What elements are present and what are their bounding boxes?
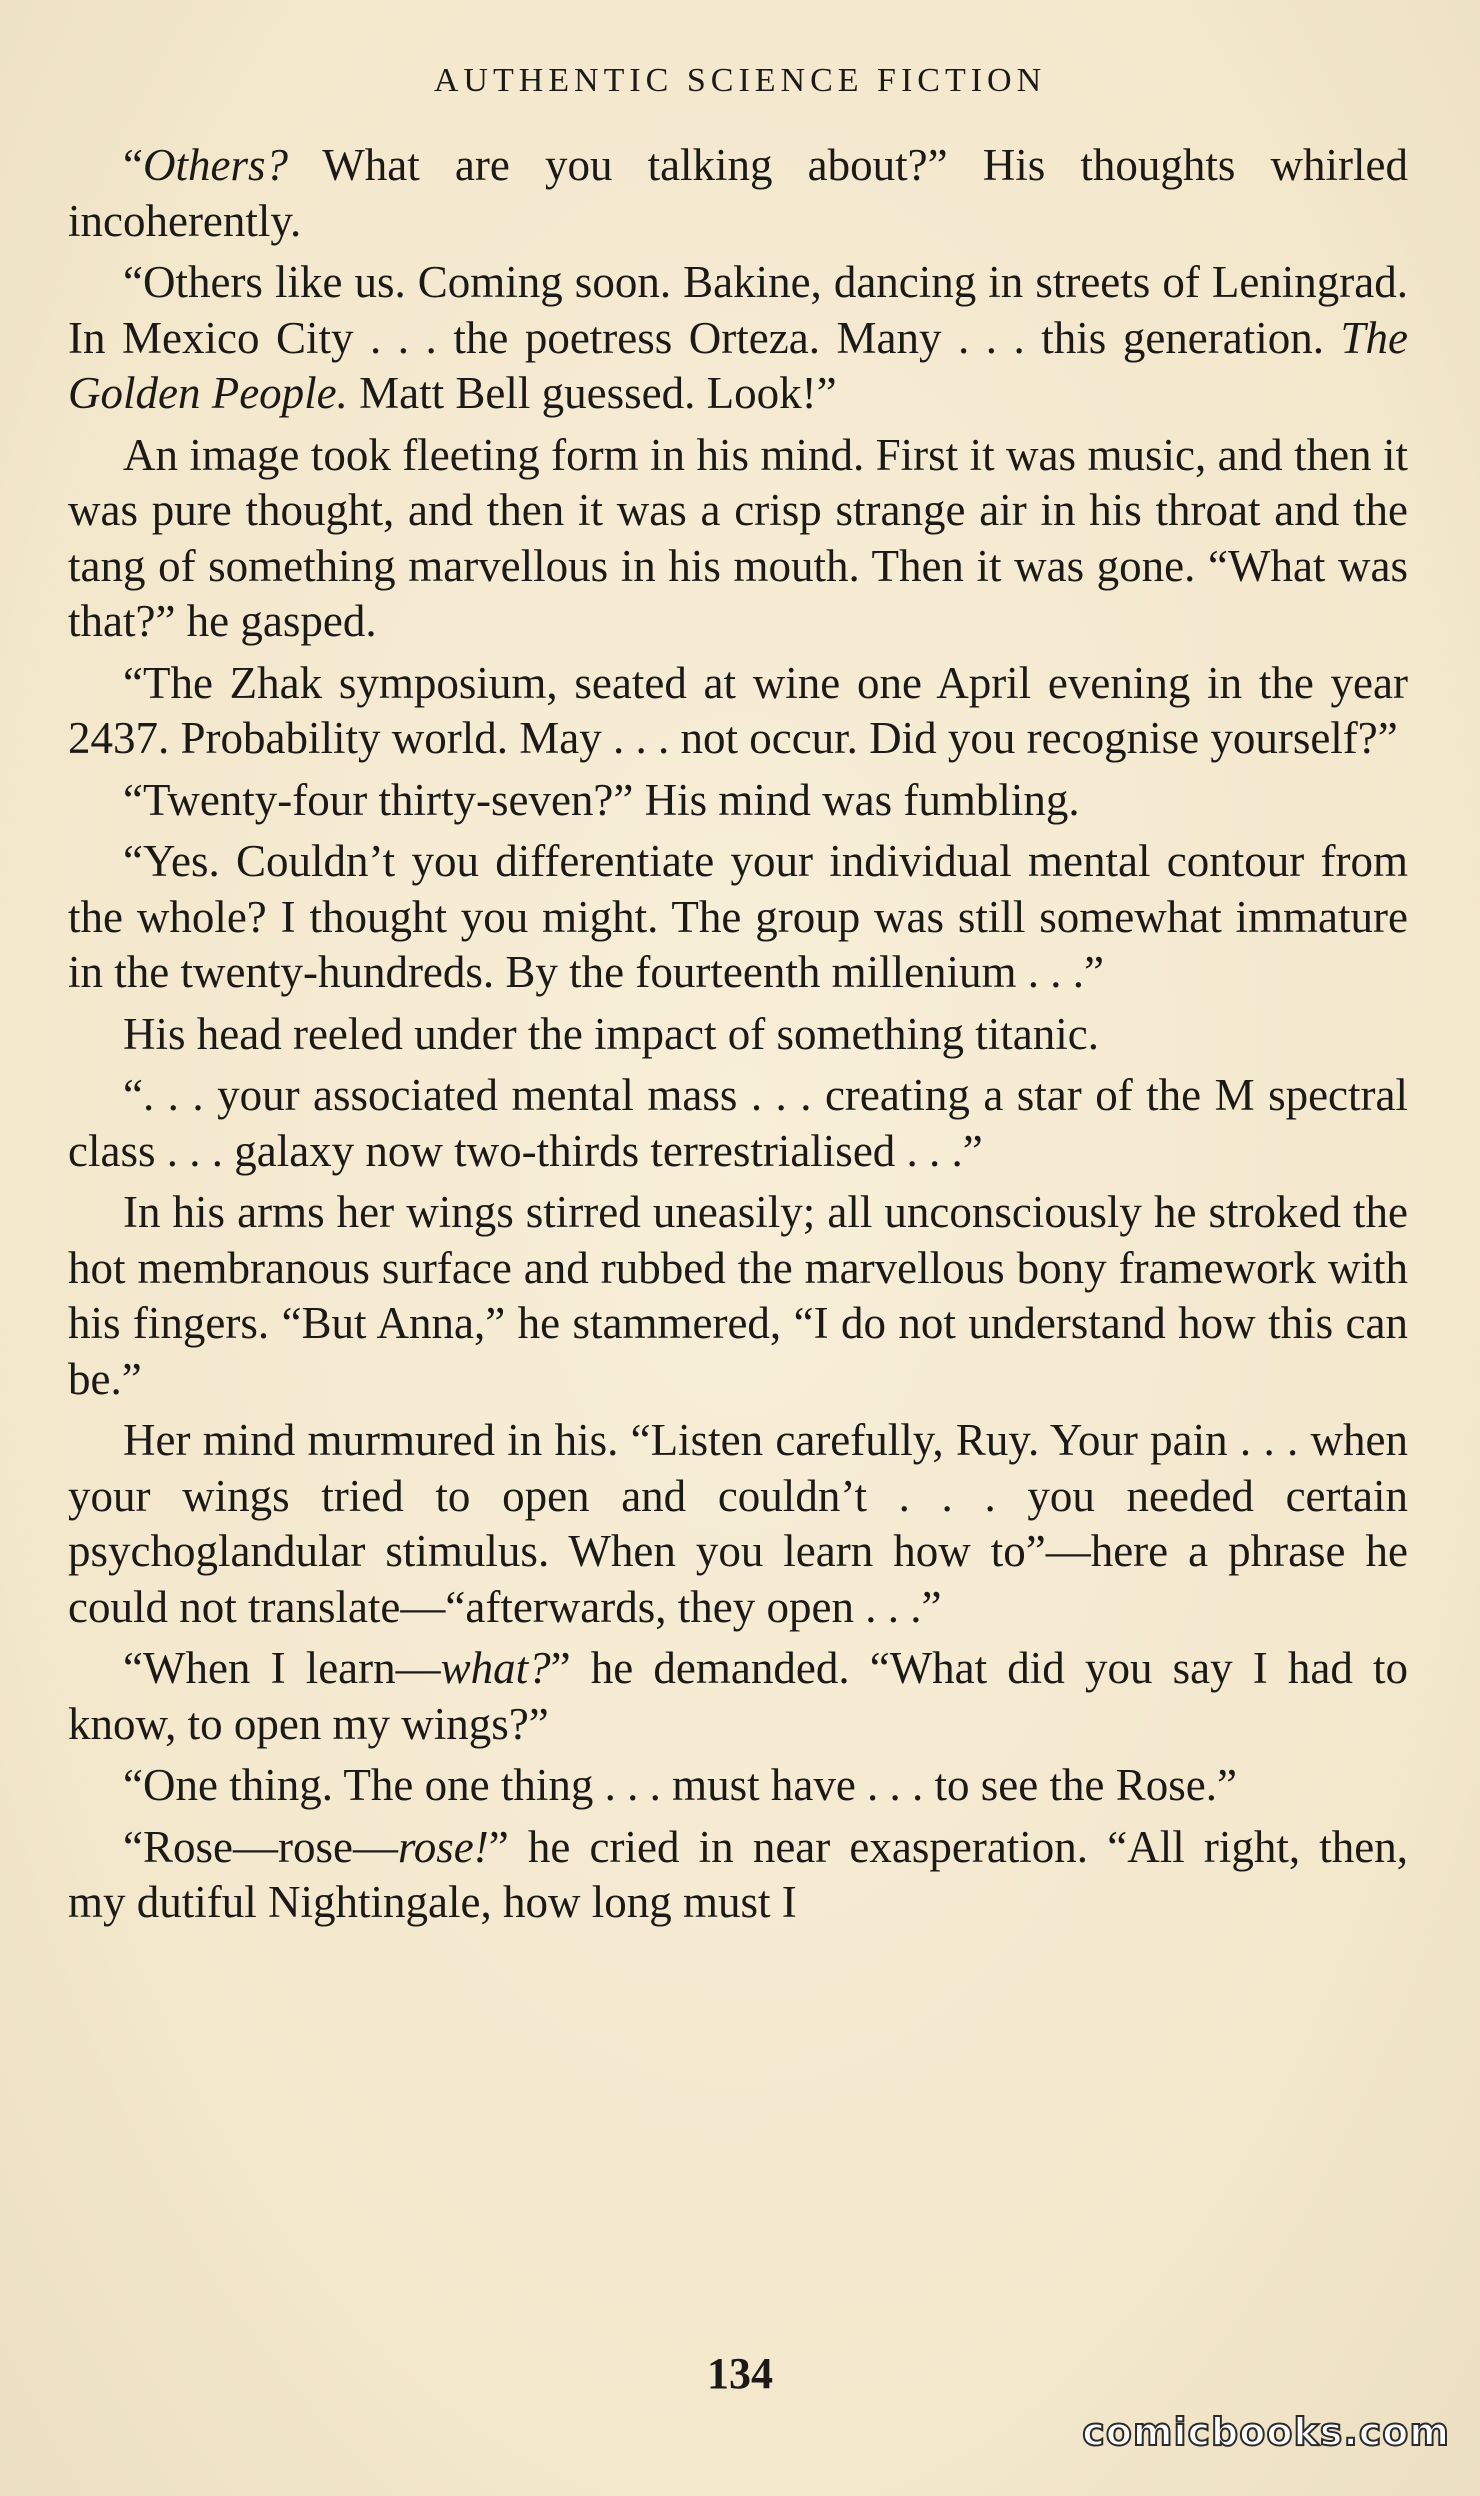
text-run: “One thing. The one thing . . . must have . . . to see the Rose.” <box>123 1760 1237 1810</box>
paragraph <box>68 1413 1408 1635</box>
text-run: In his arms her wings stirred uneasily; all unconsciously he stroked the hot membranous surface and rubbed the marvellous bony framework with his fingers. “But Anna,” he stammered, “I do not understand how this can be.” <box>68 1187 1408 1404</box>
text-run: ” he cried in near exasperation. “All right, then, my dutiful Nightingale, how long must I <box>68 1821 1408 1927</box>
paragraph <box>68 255 1408 422</box>
text-run: “ <box>123 140 143 190</box>
italic-text: Others? <box>142 140 288 190</box>
italic-text: The Golden People. <box>68 312 1408 418</box>
text-run: “When I learn— <box>123 1643 441 1693</box>
text-run: What are you talking about?” His thoughts whirled incoherently. <box>68 140 1408 246</box>
text-run: “Twenty-four thirty-seven?” His mind was fumbling. <box>123 774 1080 825</box>
paragraph <box>68 834 1408 1001</box>
paragraph <box>68 773 1408 829</box>
text-run: His head reeled under the impact of something titanic. <box>123 1008 1099 1059</box>
paragraph <box>68 1641 1408 1752</box>
italic-text: what? <box>440 1643 551 1693</box>
paragraph <box>68 656 1408 767</box>
paragraph <box>68 1068 1408 1179</box>
running-head: AUTHENTIC SCIENCE FICTION <box>433 62 1047 99</box>
text-run: “. . . your associated mental mass . . . creating a star of the M spectral class . . . galaxy now two-thirds terrestrialised . . .” <box>68 1070 1408 1176</box>
paragraph <box>68 1185 1408 1407</box>
text-run: ” he demanded. “What did you say I had to know, to open my wings?” <box>68 1643 1408 1749</box>
italic-text: rose! <box>397 1821 489 1872</box>
paragraph <box>68 1820 1408 1931</box>
text-run: Matt Bell guessed. Look!” <box>347 368 837 418</box>
paragraph <box>68 428 1408 650</box>
paragraph <box>68 138 1408 249</box>
page-number: 134 <box>707 2349 773 2398</box>
body-text <box>68 138 1408 1937</box>
watermark: comicbooks.com <box>1082 2410 1450 2454</box>
text-run: “Others like us. Coming soon. Bakine, dancing in streets of Leningrad. In Mexico City . . . the poetress Orteza. Many . . . this generation. <box>68 257 1408 363</box>
paragraph <box>68 1758 1408 1814</box>
text-run: An image took fleeting form in his mind. First it was music, and then it was pure thought, and then it was a crisp strange air in his throat and the tang of something marvellous in his mouth. Then it was gone. “What was that?” he gasped. <box>68 429 1408 646</box>
text-run: “Rose—rose— <box>123 1821 398 1872</box>
paragraph <box>68 1007 1408 1063</box>
text-run: Her mind murmured in his. “Listen carefully, Ruy. Your pain . . . when your wings tried to open and couldn’t . . . you needed certain psychoglandular stimulus. When you learn how to”—here a phrase he could not translate—“afterwards, they open . . .” <box>68 1415 1408 1632</box>
text-run: “The Zhak symposium, seated at wine one April evening in the year 2437. Probability world. May . . . not occur. Did you recognise yourself?” <box>68 657 1408 763</box>
text-run: “Yes. Couldn’t you differentiate your individual mental contour from the whole? I thought you might. The group was still somewhat immature in the twenty-hundreds. By the fourteenth millenium . . .” <box>68 836 1408 997</box>
